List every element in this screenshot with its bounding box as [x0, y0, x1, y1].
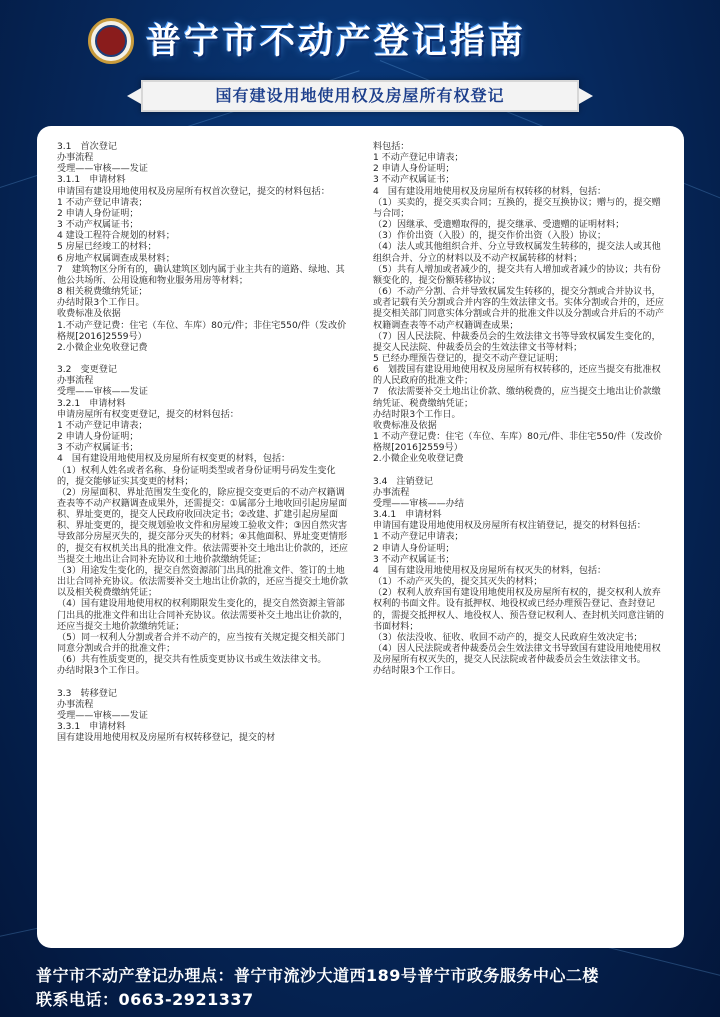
paragraph-line: （2）权利人放弃国有建设用地使用权及房屋所有权的，提交权利人放弃权利的书面文件。设有抵押权、地役权或已经办理预告登记、查封登记的，需提交抵押权人、地役权人、预告登记权利人、查封机关同意注销的书面材料； [373, 588, 665, 632]
paragraph-line: 1 不动产登记费：住宅（车位、车库）80元/件、非住宅550/件（发改价格规[2016]2559号） [373, 432, 663, 454]
footer-address: 普宁市不动产登记办理点：普宁市流沙大道西189号普宁市政务服务中心二楼 [36, 966, 599, 985]
paragraph-line: 办事流程 [57, 153, 94, 164]
paragraph-line: 国有建设用地使用权及房屋所有权转移登记，提交的材 [57, 733, 276, 744]
paragraph-line: 办结时限3个工作日。 [373, 666, 461, 677]
paragraph-line: 3.2 变更登记 [57, 365, 117, 376]
paragraph-line: 6 划拨国有建设用地使用权及房屋所有权转移的，还应当提交有批准权的人民政府的批准文件； [373, 365, 661, 387]
paragraph-line: 6 房地产权属调查成果材料； [57, 253, 175, 264]
paragraph-line: 1 不动产登记申请表； [373, 153, 464, 164]
paragraph-line: 申请国有建设用地使用权及房屋所有权首次登记，提交的材料包括： [57, 186, 330, 197]
paragraph-line: 1 不动产登记申请表； [57, 420, 148, 431]
paragraph-line: （1）不动产灭失的，提交其灭失的材料； [373, 577, 543, 588]
paragraph-line: 3.3.1 申请材料 [57, 722, 126, 733]
paragraph-line: 收费标准及依据 [373, 420, 437, 431]
paragraph-line: 5 已经办理预告登记的，提交不动产登记证明； [373, 353, 564, 364]
paragraph-line: （1）权利人姓名或者名称、身份证明类型或者身份证明号码发生变化的，提交能够证实其变更的材料； [57, 465, 336, 487]
paragraph-line: （3）作价出资（入股）的，提交作价出资（入股）协议； [373, 231, 607, 242]
paragraph-line: 办结时限3个工作日。 [373, 409, 461, 420]
paragraph-line: 2.小微企业免收登记费 [57, 342, 148, 353]
paragraph-line: 申请国有建设用地使用权及房屋所有权注销登记，提交的材料包括： [373, 521, 646, 532]
paragraph-line: 7 建筑物区分所有的，确认建筑区划内属于业主共有的道路、绿地、其他公共场所、公用设施和物业服务用房等材料； [57, 264, 345, 286]
paragraph-line: 4 建设工程符合规划的材料； [57, 231, 175, 242]
paragraph-line: 5 房屋已经竣工的材料； [57, 242, 157, 253]
paragraph-line: （4）国有建设用地使用权的权利期限发生变化的，提交自然资源主管部门出具的批准文件和出让合同补充协议。依法需要补交土地出让价款的，还应当提交土地价款缴纳凭证； [57, 599, 349, 632]
paragraph-line: （3）用途发生变化的，提交自然资源部门出具的批准文件、签订的土地出让合同补充协议。依法需要补交土地出让价款的，还应当提交土地价款以及相关税费缴纳凭证； [57, 565, 349, 599]
paragraph-line: 4 国有建设用地使用权及房屋所有权变更的材料，包括： [57, 454, 291, 465]
paragraph-line: 3.3 转移登记 [57, 688, 117, 699]
paragraph-line: 3 不动产权属证书； [57, 443, 139, 454]
paragraph-line: 3 不动产权属证书； [373, 554, 455, 565]
paragraph-line: 收费标准及依据 [57, 309, 121, 320]
paragraph-line: 办结时限3个工作日。 [57, 298, 145, 309]
paragraph-line: 1.不动产登记费：住宅（车位、车库）80元/件；非住宅550/件（发改价格规[2016]2559号） [57, 320, 347, 342]
footer-phone: 联系电话：0663-2921337 [36, 990, 254, 1009]
paragraph-line: 3 不动产权属证书； [57, 220, 139, 231]
paragraph-line: （2）因继承、受遗赠取得的，提交继承、受遗赠的证明材料； [373, 220, 625, 231]
paragraph-line: 2 申请人身份证明； [57, 208, 139, 219]
paragraph-line: （4）因人民法院或者仲裁委员会生效法律文书导致国有建设用地使用权及房屋所有权灭失的，提交人民法院或者仲裁委员会生效法律文书。 [373, 644, 661, 666]
paragraph-line: 8 相关税费缴纳凭证； [57, 287, 148, 298]
paragraph-line: 受理——审核——发证 [57, 710, 148, 721]
paragraph-line: 3.2.1 申请材料 [57, 398, 126, 409]
paragraph-line: 3 不动产权属证书； [373, 175, 455, 186]
paragraph-line: 申请房屋所有权变更登记，提交的材料包括： [57, 409, 239, 420]
paragraph-line: 2 申请人身份证明； [57, 432, 139, 443]
content-card [37, 126, 684, 948]
paragraph-line: 3.1.1 申请材料 [57, 175, 126, 186]
paragraph-line: 受理——审核——发证 [57, 164, 148, 175]
paragraph-line: （4）法人或其他组织合并、分立导致权属发生转移的，提交法人或其他组织合并、分立的材料以及不动产权属转移的材料； [373, 242, 661, 264]
paragraph-line: （2）房屋面积、界址范围发生变化的，除应提交变更后的不动产权籍调查表等不动产权籍调查成果外，还需提交：①属部分土地收回引起房屋面积、界址变更的，提交人民政府收回决定书；②改建、扩建引起房屋面积、界址变更的，提交规划验收文件和房屋竣工验收文件；③因自然灾害导致部分房屋灭失的，提交部分灭失的材料；④其他面积、界址变更情形的，提交有权机关出具的批准文件。依法需要补交土地出让价款的，还应当提交土地出让合同补充协议和土地价款缴纳凭证； [57, 487, 349, 565]
subtitle-banner: 国有建设用地使用权及房屋所有权登记 [141, 80, 579, 112]
paragraph-line: 4 国有建设用地使用权及房屋所有权转移的材料，包括： [373, 186, 607, 197]
paragraph-line: 受理——审核——发证 [57, 387, 148, 398]
paragraph-line: 3.4 注销登记 [373, 476, 433, 487]
paragraph-line: 2 申请人身份证明； [373, 164, 455, 175]
paragraph-line: 1 不动产登记申请表； [373, 532, 464, 543]
paragraph-line: 2 申请人身份证明； [373, 543, 455, 554]
paragraph-line: （3）依法没收、征收、收回不动产的，提交人民政府生效决定书； [373, 632, 643, 643]
right-column [373, 142, 666, 677]
paragraph-line: 4 国有建设用地使用权及房屋所有权灭失的材料，包括： [373, 565, 607, 576]
paragraph-line: 3.1 首次登记 [57, 142, 117, 152]
page-title: 普宁市不动产登记指南 [146, 22, 527, 62]
paragraph-line: 办结时限3个工作日。 [57, 666, 145, 677]
paragraph-line: 7 依法需要补交土地出让价款、缴纳税费的，应当提交土地出让价款缴纳凭证、税费缴纳凭证； [373, 387, 661, 409]
paragraph-line [57, 354, 350, 365]
paragraph-line: 1 不动产登记申请表； [57, 197, 148, 208]
paragraph-line: 2.小微企业免收登记费 [373, 454, 464, 465]
paragraph-line: （6）不动产分割、合并导致权属发生转移的，提交分割或合并协议书，或者记载有关分割或合并内容的生效法律文书。实体分割或合并的，还应提交相关部门同意实体分割或合并的批准文件以及分割或合并后的不动产权籍调查表等不动产权籍调查成果； [373, 287, 665, 331]
paragraph-line: （6）共有性质变更的，提交共有性质变更协议书或生效法律文书。 [57, 655, 327, 666]
left-column [57, 142, 350, 744]
paragraph-line: 受理——审核——办结 [373, 498, 464, 509]
paragraph-line: 办事流程 [57, 699, 94, 710]
paragraph-line: （5）同一权利人分割或者合并不动产的，应当按有关规定提交相关部门同意分割或合并的批准文件； [57, 632, 345, 655]
paragraph-line: （7）因人民法院、仲裁委员会的生效法律文书等导致权属发生变化的，提交人民法院、仲裁委员会的生效法律文书等材料； [373, 331, 661, 353]
paragraph-line: 3.4.1 申请材料 [373, 510, 442, 521]
emblem-center [95, 25, 127, 57]
real-estate-registration-emblem-icon [88, 18, 134, 64]
paragraph-line: 办事流程 [373, 487, 410, 498]
paragraph-line: （1）买卖的，提交买卖合同；互换的，提交互换协议；赠与的，提交赠与合同； [373, 197, 661, 219]
paragraph-line: 办事流程 [57, 376, 94, 387]
paragraph-line [373, 466, 666, 477]
paragraph-line [57, 677, 350, 688]
paragraph-line: （5）共有人增加或者减少的，提交共有人增加或者减少的协议；共有份额变化的，提交份额转移协议； [373, 264, 661, 286]
paragraph-line: 料包括： [373, 142, 410, 152]
